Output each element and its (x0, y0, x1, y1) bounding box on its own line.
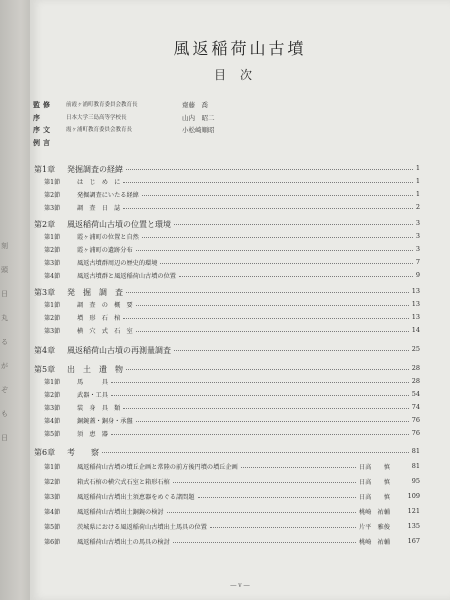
adjacent-page-mark: も (1, 410, 8, 418)
section-author: 桃崎 祐輔 (359, 509, 390, 516)
toc-page-number: 81 (411, 462, 420, 470)
adjacent-page-mark: 刻 (1, 242, 8, 250)
dot-leader (136, 305, 409, 306)
dot-leader (136, 331, 409, 332)
dot-leader (136, 250, 413, 251)
toc-page-number: 13 (411, 300, 420, 308)
dot-leader (160, 263, 413, 264)
section-title: 調 査 の 概 要 (77, 302, 133, 309)
chapter-title: 風返稲荷山古墳の再測量調査 (67, 346, 171, 355)
chapter-title: 出 土 遺 物 (67, 365, 123, 374)
toc-page-number: 9 (415, 271, 420, 279)
toc-chapter-row (30, 164, 450, 176)
section-title: 茨城県における風返稲荷山古墳出土馬具の位置 (77, 524, 207, 531)
toc-section-row (30, 232, 450, 244)
dot-leader (111, 395, 409, 396)
toc-page-number: 13 (411, 313, 420, 321)
section-number: 第1節 (44, 179, 61, 186)
section-author: 日高 慎 (359, 494, 390, 501)
toc-section-row (30, 477, 450, 489)
section-number: 第2節 (44, 479, 61, 486)
section-title: 風返稲荷山古墳出土の馬具の検討 (77, 539, 170, 546)
toc-section-row (30, 416, 450, 428)
section-number: 第2節 (44, 247, 61, 254)
toc-page-number: 2 (415, 203, 420, 211)
section-number: 第2節 (44, 192, 61, 199)
section-number: 第4節 (44, 273, 61, 280)
dot-leader (174, 224, 413, 225)
toc-page-number: 121 (407, 507, 420, 515)
adjacent-page-mark: 日 (1, 290, 8, 298)
front-matter (30, 100, 450, 150)
toc-section-row (30, 271, 450, 283)
chapter-number: 第1章 (34, 165, 56, 174)
front-matter-row (30, 138, 450, 151)
dot-leader (174, 350, 409, 351)
dot-leader (123, 208, 413, 209)
dot-leader (123, 408, 409, 409)
toc-section-row (30, 462, 450, 474)
toc-chapter-row (30, 364, 450, 376)
front-matter-row (30, 125, 450, 138)
front-matter-affiliation: 前霞ヶ浦町教育委員会教育長 (66, 102, 138, 108)
toc-heading: 目次 (213, 68, 266, 82)
document-page (30, 0, 450, 600)
toc-page-number: 1 (415, 190, 420, 198)
dot-leader (111, 382, 409, 383)
chapter-title: 発 掘 調 査 (67, 288, 123, 297)
section-number: 第2節 (44, 392, 61, 399)
toc-section-row (30, 326, 450, 338)
section-number: 第1節 (44, 379, 61, 386)
dot-leader (210, 527, 356, 528)
chapter-number: 第2章 (34, 220, 56, 229)
section-title: 馬 具 (77, 379, 108, 386)
front-matter-person: 山内 昭二 (182, 113, 215, 122)
dot-leader (198, 497, 356, 498)
front-matter-person: 小松崎順昭 (182, 126, 215, 134)
toc-page-number: 76 (411, 429, 420, 437)
section-number: 第3節 (44, 405, 61, 412)
toc-section-row (30, 507, 450, 519)
toc-section-row (30, 492, 450, 504)
adjacent-page-mark: ぞ (1, 386, 8, 394)
front-matter-affiliation: 霞ヶ浦町教育委員会教育長 (66, 127, 133, 133)
dot-leader (241, 467, 356, 468)
chapter-number: 第4章 (34, 346, 56, 355)
section-title: 発掘調査にいたる経緯 (77, 192, 139, 199)
dot-leader (102, 452, 409, 453)
adjacent-page-marks (1, 234, 13, 450)
toc-page-number: 54 (411, 390, 420, 398)
front-matter-label: 序 (33, 112, 43, 122)
dot-leader (142, 237, 413, 238)
chapter-number: 第3章 (34, 288, 56, 297)
adjacent-page-mark: が (1, 362, 8, 370)
front-matter-label: 例言 (33, 137, 53, 147)
chapter-number: 第5章 (34, 365, 56, 374)
dot-leader (179, 276, 413, 277)
toc-page-number: 28 (411, 364, 420, 372)
section-title: 風返稲荷山古墳の墳丘企画と常陸の前方後円墳の墳丘企画 (77, 464, 238, 471)
toc-section-row (30, 313, 450, 325)
page-number: ― ⅴ ― (230, 582, 250, 589)
front-matter-affiliation: 日本大学三島高等学校長 (66, 114, 127, 121)
section-title: 霞ヶ浦町の位置と自然 (77, 234, 139, 241)
toc-page-number: 28 (411, 377, 420, 385)
toc-section-row (30, 258, 450, 270)
dot-leader (111, 434, 409, 435)
toc-page-number: 13 (411, 287, 420, 295)
section-number: 第3節 (44, 205, 61, 212)
toc-chapter-row (30, 447, 450, 459)
front-matter-label: 序文 (33, 125, 53, 134)
section-number: 第5節 (44, 431, 61, 438)
toc-page-number: 3 (415, 219, 420, 227)
toc-page-number: 1 (415, 177, 420, 185)
section-number: 第3節 (44, 260, 61, 267)
adjacent-page-mark: 丸 (1, 314, 8, 322)
section-number: 第1節 (44, 464, 61, 471)
toc-section-row (30, 177, 450, 189)
section-title: 須 恵 器 (77, 431, 108, 438)
section-number: 第4節 (44, 509, 61, 516)
toc-section-row (30, 522, 450, 534)
section-title: 調 査 日 誌 (77, 205, 121, 212)
dot-leader (173, 542, 356, 543)
toc-page-number: 76 (411, 416, 420, 424)
dot-leader (136, 421, 409, 422)
toc-chapter-row (30, 287, 450, 299)
toc-section-row (30, 390, 450, 402)
section-title: 武器・工具 (77, 392, 108, 399)
chapter-title: 風返稲荷山古墳の位置と環境 (67, 220, 171, 229)
toc-section-row (30, 190, 450, 202)
section-title: 風返古墳群周辺の歴史的環境 (77, 260, 158, 267)
front-matter-person: 齋藤 喬 (182, 101, 208, 109)
dot-leader (173, 482, 356, 483)
dot-leader (126, 369, 409, 370)
toc-chapter-row (30, 219, 450, 231)
dot-leader (126, 292, 409, 293)
toc-page-number: 14 (411, 326, 420, 334)
adjacent-page-mark: 頭 (1, 266, 8, 274)
section-title: 横 穴 式 石 室 (77, 328, 133, 335)
dot-leader (142, 195, 413, 196)
section-title: 装 身 具 類 (77, 405, 121, 412)
dot-leader (123, 182, 413, 183)
front-matter-label: 監修 (33, 100, 53, 109)
dot-leader (167, 512, 356, 513)
section-title: 銅鋺蓋・銅身・承盤 (77, 418, 133, 425)
section-title: 箱式石棺の横穴式石室と箱形石棺 (77, 479, 170, 486)
document-title: 風返稲荷山古墳 (173, 39, 307, 58)
toc-section-row (30, 537, 450, 549)
toc-section-row (30, 245, 450, 257)
front-matter-row (30, 100, 450, 113)
section-number: 第5節 (44, 524, 61, 531)
toc-section-row (30, 377, 450, 389)
toc-page-number: 81 (411, 447, 420, 455)
toc-section-row (30, 203, 450, 215)
adjacent-page-edge (0, 0, 30, 600)
section-number: 第1節 (44, 234, 61, 241)
toc-page-number: 135 (407, 522, 420, 530)
chapter-title: 発掘調査の経緯 (67, 165, 123, 174)
adjacent-page-mark: 日 (1, 434, 8, 442)
section-author: 片平 雅俊 (359, 524, 390, 531)
section-title: 風返古墳群と風返稲荷山古墳の位置 (77, 273, 176, 280)
section-number: 第3節 (44, 494, 61, 501)
toc-page-number: 109 (407, 492, 420, 500)
front-matter-row (30, 113, 450, 126)
section-number: 第6節 (44, 539, 61, 546)
toc-chapter-row (30, 345, 450, 357)
section-number: 第3節 (44, 328, 61, 335)
section-number: 第4節 (44, 418, 61, 425)
section-title: 風返稲荷山古墳出土須恵器をめぐる諸問題 (77, 494, 195, 501)
toc-section-row (30, 403, 450, 415)
chapter-number: 第6章 (34, 448, 56, 457)
toc-page-number: 74 (411, 403, 420, 411)
dot-leader (126, 169, 413, 170)
toc-page-number: 167 (407, 537, 420, 545)
toc-page-number: 3 (415, 245, 420, 253)
section-author: 日高 慎 (359, 464, 390, 471)
section-number: 第1節 (44, 302, 61, 309)
section-author: 桃崎 祐輔 (359, 539, 390, 546)
section-author: 日高 慎 (359, 479, 390, 486)
section-number: 第2節 (44, 315, 61, 322)
dot-leader (123, 318, 409, 319)
section-title: 風返稲荷山古墳出土銅鋺の検討 (77, 509, 164, 516)
adjacent-page-mark: る (1, 338, 8, 346)
section-title: 霞ヶ浦町の遺跡分布 (77, 247, 133, 254)
toc-page-number: 3 (415, 232, 420, 240)
toc-section-row (30, 300, 450, 312)
toc-page-number: 7 (415, 258, 420, 266)
toc-page-number: 1 (415, 164, 420, 172)
chapter-title: 考 察 (67, 448, 99, 457)
section-title: は じ め に (77, 179, 121, 186)
toc-page-number: 25 (411, 345, 420, 353)
toc-page-number: 95 (411, 477, 420, 485)
toc-section-row (30, 429, 450, 441)
section-title: 墳 形 石 棺 (77, 315, 121, 322)
